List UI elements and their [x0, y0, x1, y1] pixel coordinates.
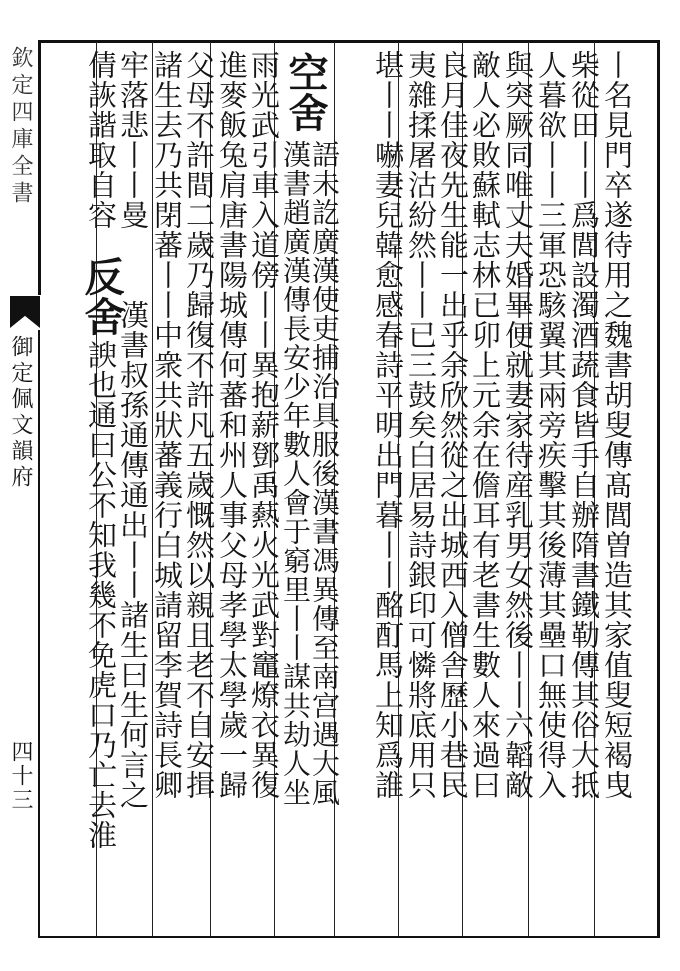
- text-column: 丨名見門卒遂待用之魏書胡叟傳髙閭曽造其家值叟短褐曳: [600, 50, 634, 800]
- text-column: 雨光武引車入道傍丨丨異抱薪鄧禹爇火光武對竈燎衣異復: [247, 50, 281, 800]
- text-column: 與突厥同唯丈夫婚畢便就妻家待産乳男女然後丨丨六韜敵: [501, 50, 535, 800]
- text-column: 柴從田丨丨爲閭設濁酒蔬食皆手自辦隋書鐵勒傳其俗大抵: [567, 50, 601, 800]
- text-column: 人暮欲丨丨三軍恐駭翼其兩旁疾擊其後薄其壘口無使得入: [534, 50, 568, 800]
- text-column: 語未訖廣漢使吏捕治具服後漢書馮異傳至南宫遇大風: [308, 140, 341, 807]
- entry-heading-kongshe: 空舍: [282, 52, 329, 132]
- text-column: 進麥飯兔肩唐書陽城傳何蕃和州人事父母孝學太學歲一歸: [215, 50, 249, 800]
- text-column: 牢落悲丨丨曼: [116, 50, 150, 230]
- entry-heading-fanshe: 反舍: [78, 256, 125, 336]
- page-number: 四十三: [8, 740, 33, 812]
- text-column: 諸生去乃共閉蕃丨丨中衆共狀蕃義行白城請留李賀詩長卿: [150, 50, 184, 800]
- frame-left-rule-lower: [38, 330, 40, 938]
- text-column: 漢書叔孫通傳通出丨丨諸生曰生何言之: [116, 300, 150, 810]
- fishtail-mark: [10, 296, 40, 328]
- frame-left-rule: [38, 40, 41, 295]
- text-column: 夷雜揉屠沽紛然丨丨已三鼓矣白居易詩銀印可憐將底用只: [404, 50, 438, 800]
- book-title: 御定佩文韻府: [8, 335, 33, 491]
- text-column: 敵人必敗蘇軾志林已卯上元余在儋耳有老書生數人來過曰: [468, 50, 502, 800]
- text-column: 堪丨丨嚇妻兒韓愈感春詩平明出門暮丨丨酩酊馬上知爲誰: [371, 50, 405, 800]
- text-column: 漢書趙廣漢傳長安少年數人會于窮里丨丨謀共劫人坐: [279, 140, 312, 807]
- text-column: 父母不許間二歲乃歸復不許凡五歲慨然以親且老不自安揖: [182, 50, 216, 800]
- text-column: 良月佳夜先生能一出乎余欣然從之出城西入僧舎歷小巷民: [436, 50, 470, 800]
- text-column: 諛也通曰公不知我幾不免虎口乃亡去淮: [84, 340, 118, 850]
- library-edge-text: 欽定四庫全書: [8, 46, 33, 208]
- text-column: 倩詼諧取自容: [84, 50, 118, 230]
